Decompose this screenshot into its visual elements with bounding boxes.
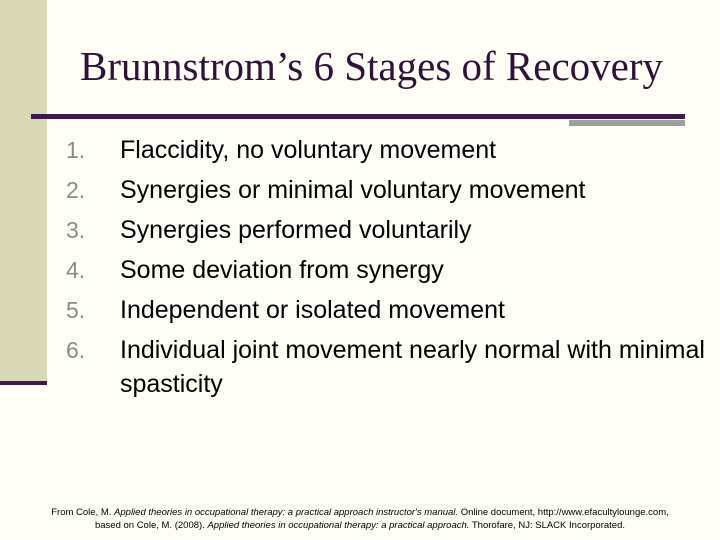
citation-line-1 <box>0 506 720 519</box>
stage-number: 3. <box>66 217 86 243</box>
stage-number: 4. <box>66 257 86 283</box>
stage-number: 6. <box>66 337 86 363</box>
list-item <box>66 170 706 210</box>
citation-line-2 <box>0 519 720 532</box>
citation-text: From Cole, M. <box>51 507 115 518</box>
stages-list <box>66 130 706 401</box>
citation-text: Online document, http://www.efacultylounge.com, <box>458 507 669 518</box>
list-item <box>66 130 706 170</box>
slide-title: Brunnstrom’s 6 Stages of Recovery <box>80 43 664 89</box>
list-item <box>66 330 706 401</box>
stage-text: Synergies or minimal voluntary movement <box>120 176 586 204</box>
title-underline <box>31 114 685 119</box>
source-citation <box>0 506 720 532</box>
left-accent-rule <box>0 381 47 385</box>
citation-title: Applied theories in occupational therapy: a practical approach instructor's manual. <box>114 507 459 518</box>
stage-text: Individual joint movement nearly normal with minimal spasticity <box>120 336 705 398</box>
stage-text: Some deviation from synergy <box>120 256 444 284</box>
list-item <box>66 290 706 330</box>
title-underline-accent <box>569 120 685 126</box>
stage-number: 1. <box>66 137 86 163</box>
list-item <box>66 210 706 250</box>
list-item <box>66 250 706 290</box>
citation-title: Applied theories in occupational therapy: a practical approach. <box>207 520 470 531</box>
left-decorative-bar <box>0 0 47 385</box>
stage-text: Flaccidity, no voluntary movement <box>120 136 497 164</box>
stage-number: 2. <box>66 177 86 203</box>
stage-number: 5. <box>66 297 86 323</box>
citation-text: Thorofare, NJ: SLACK Incorporated. <box>469 520 626 531</box>
citation-text: based on Cole, M. (2008). <box>94 520 208 531</box>
stage-text: Independent or isolated movement <box>120 296 505 324</box>
stage-text: Synergies performed voluntarily <box>120 216 472 244</box>
